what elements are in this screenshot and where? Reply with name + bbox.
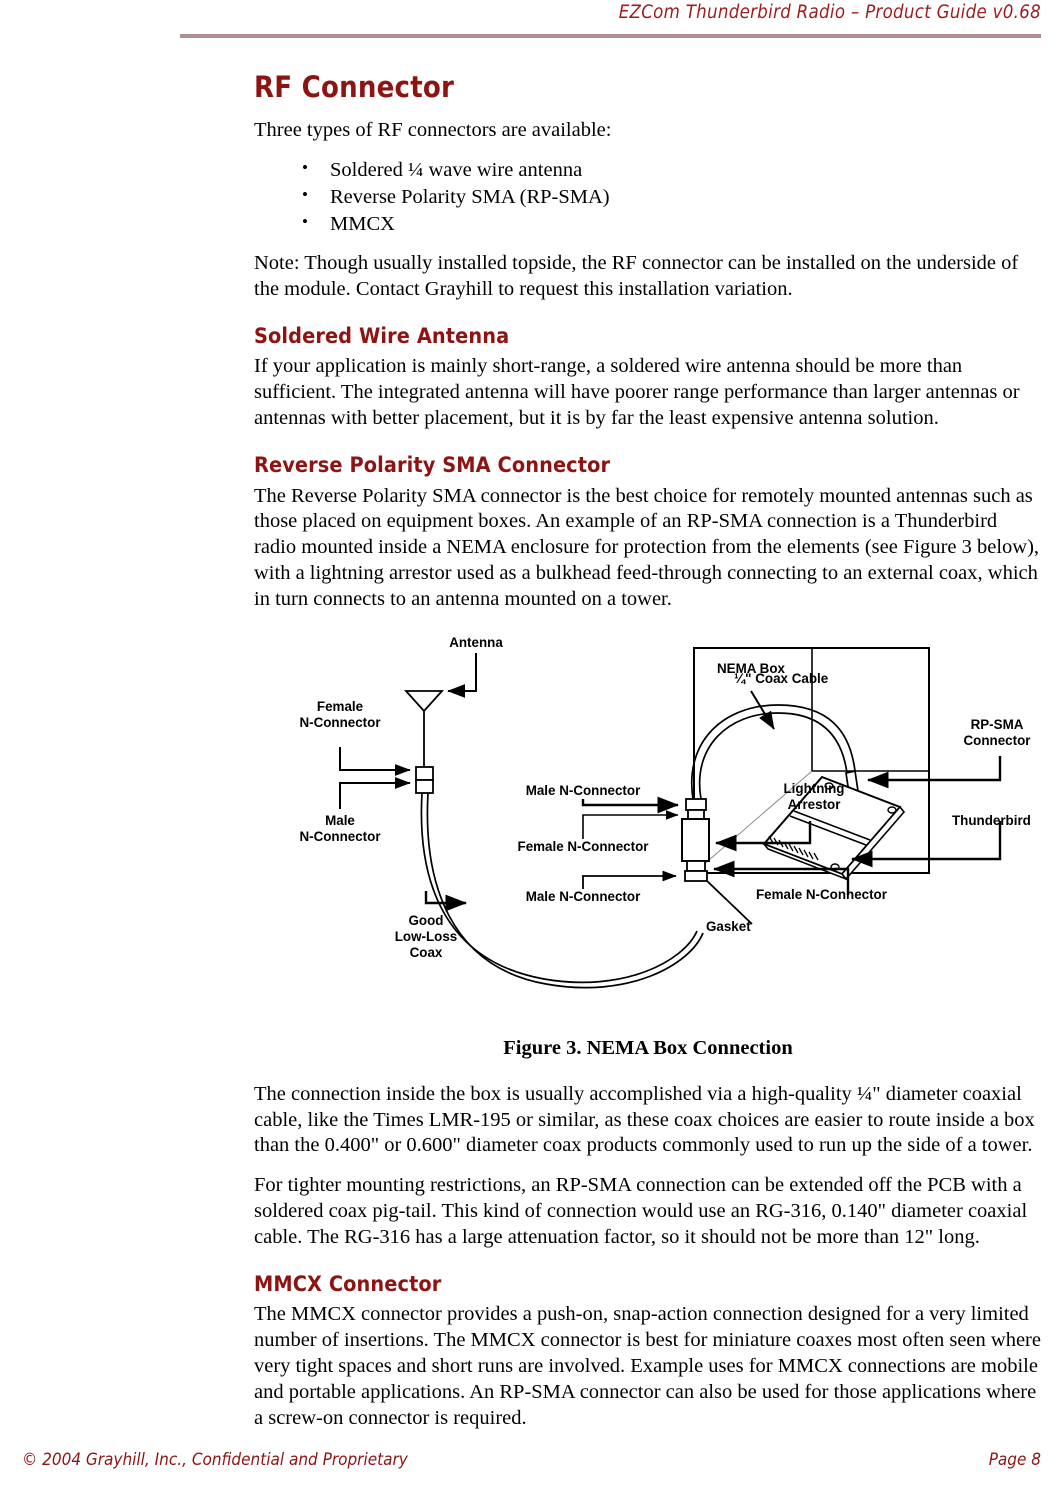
- figure-label-male-n-connector-top-line1: Male: [325, 812, 355, 828]
- bullet-icon: •: [302, 158, 308, 178]
- figure-label-female-n-connector-mid: Female N-Connector: [517, 838, 649, 854]
- list-item-label: MMCX: [330, 212, 395, 235]
- figure-label-male-n-connector-low: Male N-Connector: [525, 888, 641, 904]
- document-content: [254, 58, 1042, 1445]
- figure-label-female-n-connector-top-line2: N-Connector: [299, 714, 381, 730]
- list-item: [302, 158, 1042, 184]
- figure-label-good-low-loss-coax-line3: Coax: [409, 944, 443, 960]
- rf-connector-types-list: [254, 158, 1042, 237]
- heading-soldered-wire-antenna: Soldered Wire Antenna: [254, 323, 510, 349]
- figure-label-female-n-connector-right: Female N-Connector: [756, 886, 887, 902]
- page-header: [0, 0, 1063, 48]
- list-item: [302, 184, 1042, 211]
- heading-rf-connector: RF Connector: [254, 70, 455, 104]
- figure-label-coax-cable: ¼" Coax Cable: [734, 670, 829, 686]
- heading-reverse-polarity-sma-connector: Reverse Polarity SMA Connector: [254, 452, 611, 478]
- bullet-icon: •: [302, 184, 308, 204]
- figure-caption: Figure 3. NEMA Box Connection: [503, 1036, 793, 1059]
- figure-label-male-n-connector-mid: Male N-Connector: [525, 782, 641, 798]
- list-item-label: Soldered ¼ wave wire antenna: [330, 159, 583, 182]
- list-item: [302, 211, 1042, 238]
- footer-copyright: © 2004 Grayhill, Inc., Confidential and Proprietary: [22, 1450, 408, 1470]
- figure-label-rp-sma-connector-line2: Connector: [963, 732, 1031, 748]
- paragraph-intro: Three types of RF connectors are available:: [254, 119, 612, 142]
- figure-label-antenna: Antenna: [449, 634, 503, 650]
- header-divider-rule: [180, 34, 1041, 38]
- figure-label-nema-box: NEMA Box: [717, 660, 785, 676]
- footer-page-number: Page 8: [988, 1450, 1041, 1470]
- figure-label-rp-sma-connector-line1: RP-SMA: [970, 716, 1024, 732]
- figure-label-good-low-loss-coax-line1: Good: [408, 912, 444, 928]
- bullet-icon: •: [302, 211, 308, 231]
- figure-label-gasket: Gasket: [706, 918, 751, 934]
- paragraph-tighter-mounting: For tighter mounting restrictions, an RP-SMA connection can be extended off the PCB with a soldered coax pig-tail. This kind of connection would use an RG-316, 0.140" diameter coaxial cable. The RG-316 has a large attenuation factor, so it should not be more than 12" long.: [254, 1174, 1028, 1248]
- figure-label-thunderbird: Thunderbird: [952, 812, 1031, 828]
- figure-label-male-n-connector-top-line2: N-Connector: [299, 828, 381, 844]
- page-footer: [0, 1450, 1063, 1480]
- paragraph-mmcx-connector: The MMCX connector provides a push-on, snap-action connection designed for a very limited number of insertions. The MMCX connector is best for miniature coaxes most often seen where very tight spaces and short runs are involved. Example uses for MMCX connections are mobile and portable applications. An RP-SMA connector can also be used for those applications where a screw-on connector is required.: [254, 1303, 1041, 1429]
- paragraph-reverse-polarity-sma: The Reverse Polarity SMA connector is the best choice for remotely mounted antennas such as those placed on equipment boxes. An example of an RP-SMA connection is a Thunderbird radio mounted inside a NEMA enclosure for protection from the elements (see Figure 3 below), with a lightning arrestor used as a bulkhead feed-through connecting to an external coax, which in turn connects to an antenna mounted on a tower.: [254, 484, 1040, 610]
- figure-label-female-n-connector-top-line1: Female: [316, 698, 364, 714]
- paragraph-soldered-wire-antenna: If your application is mainly short-range, a soldered wire antenna should be more than sufficient. The integrated antenna will have poorer range performance than larger antennas or antennas with better placement, but it is by far the least expensive antenna solution.: [254, 355, 1020, 430]
- heading-mmcx-connector: MMCX Connector: [254, 1271, 442, 1297]
- document-header-title: EZCom Thunderbird Radio – Product Guide v0.68: [618, 2, 1041, 23]
- figure-label-lightning-arrestor-line2: Arrestor: [787, 796, 841, 812]
- paragraph-note: Note: Though usually installed topside, the RF connector can be installed on the underside of the module. Contact Grayhill to request this installation variation.: [254, 252, 1019, 300]
- figure-label-good-low-loss-coax-line2: Low-Loss: [394, 928, 458, 944]
- paragraph-connection-inside-box: The connection inside the box is usually accomplished via a high-quality ¼" diameter coaxial cable, like the Times LMR-195 or similar, as these coax choices are easier to route inside a box than the 0.400" or 0.600" diameter coax products commonly used to run up the side of a tower.: [254, 1082, 1035, 1157]
- list-item-label: Reverse Polarity SMA (RP-SMA): [330, 185, 610, 208]
- figure-nema-box-connection: [254, 631, 1042, 1031]
- figure-label-lightning-arrestor-line1: Lightning: [783, 780, 845, 796]
